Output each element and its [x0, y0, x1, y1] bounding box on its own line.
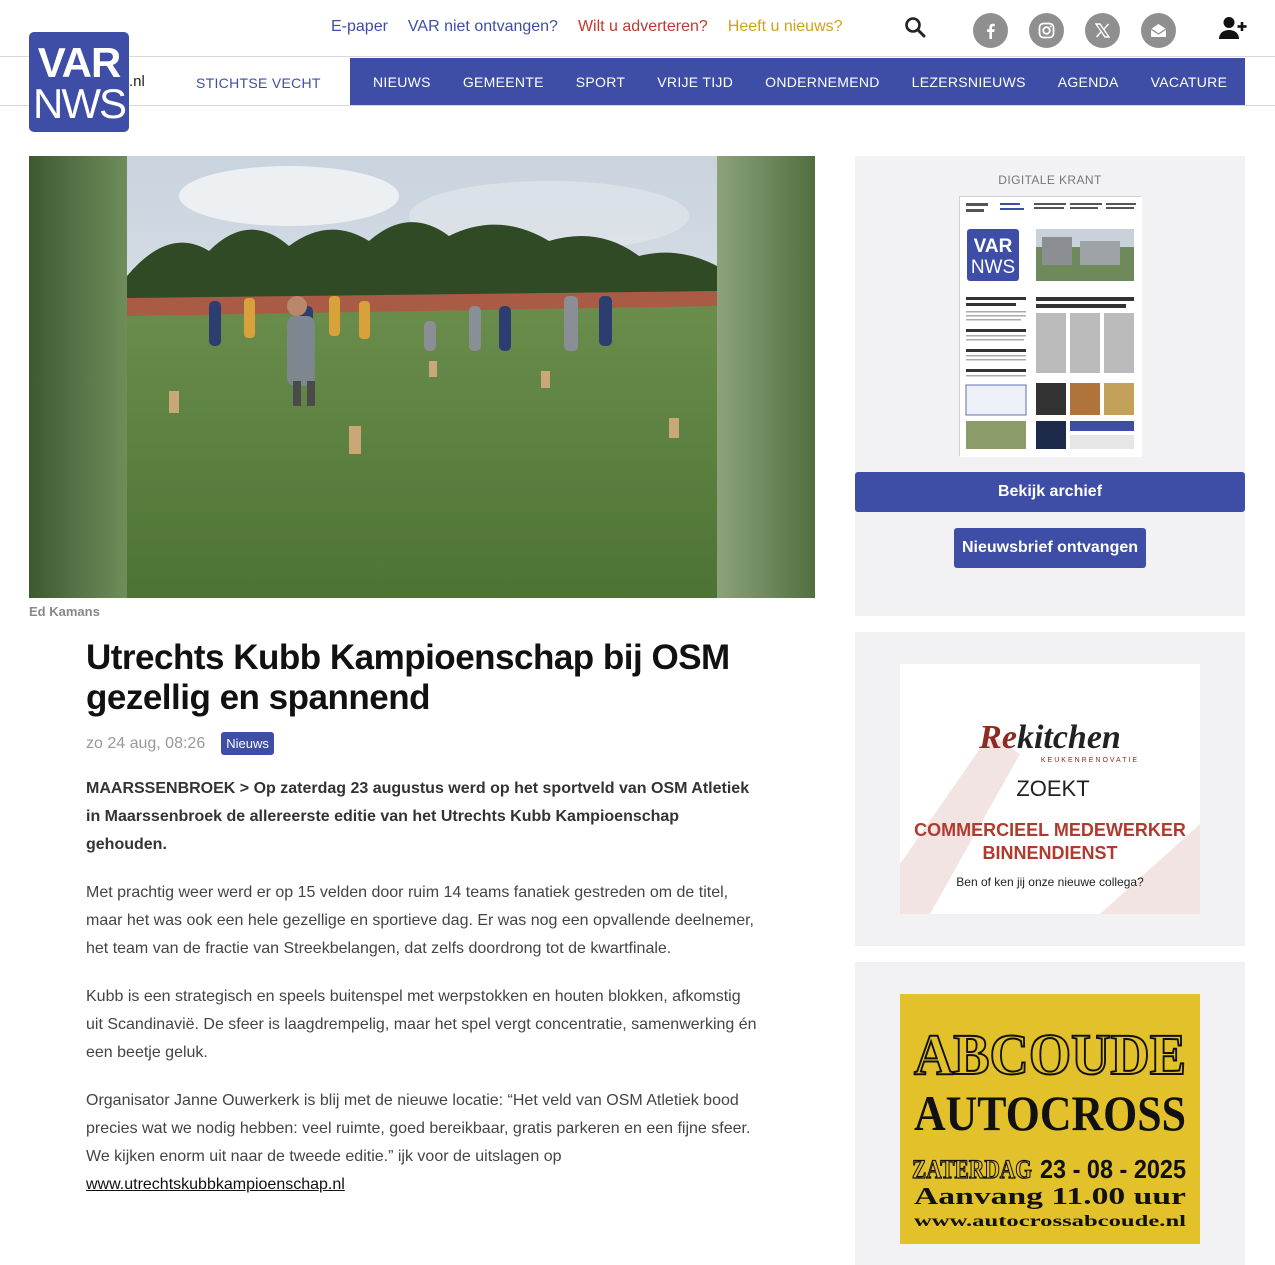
svg-text:Rekitchen — [978, 719, 1121, 756]
article-title: Utrechts Kubb Kampioenschap bij OSM gezellig en spannend — [86, 638, 730, 717]
photo-credit: Ed Kamans — [29, 604, 100, 619]
rekitchen-role-2: BINNENDIENST — [982, 843, 1118, 863]
epaper-link[interactable]: E-paper — [331, 18, 388, 35]
main-nav — [350, 58, 1245, 105]
var-niet-ontvangen-link[interactable]: VAR niet ontvangen? — [407, 18, 558, 35]
digital-paper-label: DIGITALE KRANT — [998, 173, 1102, 187]
autocross-date: 23 - 08 - 2025 — [1040, 1154, 1186, 1184]
rekitchen-role-1: COMMERCIEEL MEDEWERKER — [914, 820, 1186, 840]
search-icon[interactable] — [904, 16, 926, 38]
article — [86, 638, 758, 1199]
archive-button[interactable]: Bekijk archief — [855, 472, 1245, 512]
autocross-ad[interactable] — [900, 994, 1200, 1244]
article-lead: MAARSSENBROEK > Op zaterdag 23 augustus werd op het sportveld van OSM Atletiek in Maarssenbroek de allereerste editie van het Utrechts Kubb Kampioenschap gehouden. — [86, 780, 750, 853]
newsletter-button[interactable]: Nieuwsbrief ontvangen — [954, 528, 1146, 568]
rekitchen-question: Ben of ken jij onze nieuwe collega? — [956, 875, 1144, 889]
article-date: zo 24 aug, 08:26 — [86, 734, 206, 752]
adverteren-link[interactable]: Wilt u adverteren? — [577, 18, 708, 35]
autocross-line1: ABCOUDE — [914, 1022, 1186, 1087]
nav-nieuws[interactable]: NIEUWS — [373, 73, 431, 90]
nav-lezersnieuws[interactable]: LEZERSNIEUWS — [911, 73, 1026, 90]
autocross-start: Aanvang 11.00 uur — [914, 1184, 1187, 1210]
svg-text:VAR: VAR — [973, 236, 1013, 257]
article-paragraph: Met prachtig weer werd er op 15 velden door ruim 14 teams fanatiek gestreden om de titel, maar het was ook een hele gezellige en sportieve dag. Er was nog een opvallende deelnemer, het team van de fractie van Streekbelangen, dat zelfs doordrong tot de kwartfinale. — [86, 884, 754, 957]
ad-slot-1 — [855, 632, 1245, 946]
rekitchen-tagline: KEUKENRENOVATIE — [1040, 757, 1140, 764]
nieuws-tip-link[interactable]: Heeft u nieuws? — [727, 18, 843, 35]
autocross-url: www.autocrossabcoude.nl — [914, 1213, 1187, 1230]
instagram-icon[interactable] — [1029, 13, 1064, 48]
rekitchen-brand-re: Re — [979, 719, 1017, 756]
autocross-day: ZATERDAG — [912, 1155, 1032, 1184]
region-label[interactable]: STICHTSE VECHT — [196, 75, 321, 91]
logo-line2: NWS — [33, 80, 125, 127]
mail-icon[interactable] — [1141, 13, 1176, 48]
top-links — [331, 18, 843, 36]
nav-vrije-tijd[interactable]: VRIJE TIJD — [657, 73, 734, 90]
nav-vacature[interactable]: VACATURE — [1150, 73, 1228, 90]
rekitchen-zoekt: ZOEKT — [1016, 776, 1090, 801]
digital-paper-thumbnail[interactable] — [959, 196, 1141, 456]
facebook-icon[interactable] — [973, 13, 1008, 48]
nav-ondernemend[interactable]: ONDERNEMEND — [765, 73, 880, 90]
digital-paper-widget — [855, 156, 1245, 616]
rekitchen-ad[interactable] — [900, 664, 1200, 914]
article-photo — [29, 156, 815, 598]
x-icon[interactable] — [1085, 13, 1120, 48]
article-meta — [86, 732, 758, 755]
nav-sport[interactable]: SPORT — [575, 73, 626, 90]
article-paragraph: Kubb is een strategisch en speels buitenspel met werpstokken en houten blokken, afkomstig uit Scandinavië. De sfeer is laagdrempelig, maar het spel vergt concentratie, samenwerking én een beetje geluk. — [86, 988, 757, 1061]
article-paragraph-last — [86, 1087, 758, 1199]
ad-slot-2 — [855, 962, 1245, 1265]
add-user-icon[interactable] — [1219, 16, 1247, 40]
social-links — [973, 13, 1176, 48]
logo-line1: VAR — [37, 39, 121, 86]
site-logo[interactable] — [29, 32, 129, 132]
svg-text:NWS: NWS — [970, 257, 1016, 278]
logo-suffix: .nl — [129, 73, 145, 90]
top-bar — [0, 0, 1275, 57]
rekitchen-brand-kitchen: kitchen — [1016, 719, 1121, 756]
autocross-line2: AUTOCROSS — [914, 1085, 1186, 1141]
nav-gemeente[interactable]: GEMEENTE — [462, 73, 544, 90]
category-badge[interactable]: Nieuws — [221, 732, 274, 755]
article-paragraph-text: Organisator Janne Ouwerkerk is blij met de nieuwe locatie: “Het veld van OSM Atletiek bood precies wat we nodig hebben: veel ruimte, goed bereikbaar, gratis parkeren en een fijne sfeer. We kijken enorm uit naar de tweede editie.” ijk voor de uitslagen op — [86, 1092, 751, 1165]
nav-agenda[interactable]: AGENDA — [1057, 73, 1119, 90]
results-link[interactable]: www.utrechtskubbkampioenschap.nl — [86, 1176, 345, 1193]
